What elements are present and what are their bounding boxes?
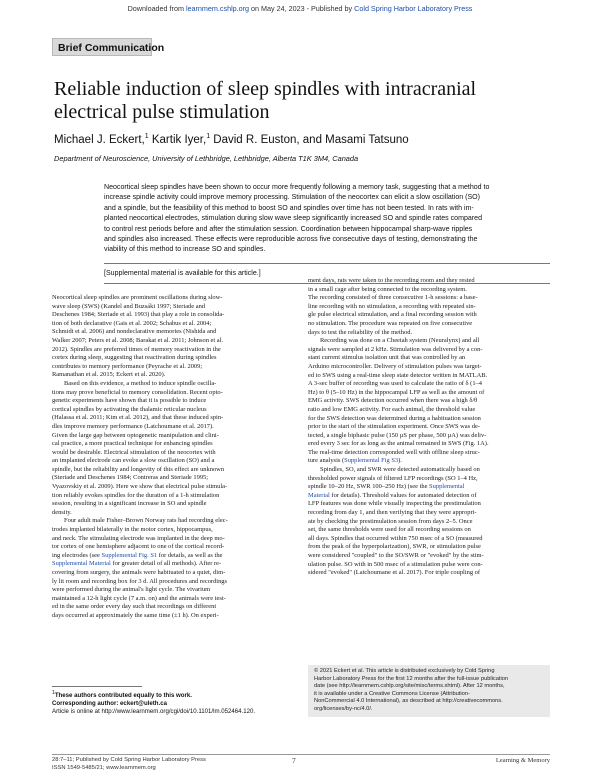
body-line: (Steriade and Deschenes 1984; Contreras and Steriade 1995; [52,474,209,482]
abstract-line: and spindles also increased. These effects were reproducible across five consecutive days of testing, demonstrating the [104,236,478,244]
body-line: ratio and low EMG activity. For each animal, the threshold value [308,405,476,413]
body-line: dles improve memory performance (Latchoumane et al. 2017). [52,422,214,430]
license-box [308,665,550,717]
author-name: Michael J. Eckert, [54,133,145,146]
corresponding-email[interactable]: eckert@uleth.ca [120,700,167,708]
body-line: were considered "coupled" to the SO/SWR or "evoked" by the stim- [308,552,484,559]
supplemental-link[interactable]: Supplemental [429,483,465,491]
abstract-rule-top [104,263,550,264]
body-line: ate by checking the prestimulation session from days 2–5. Once [308,517,473,525]
body-line: prior to the start of the stimulation experiment. Once SWS was de- [308,423,480,431]
body-line: wave sleep (SWS) (Kandel and Buzsáki 1997; Steriade and [52,302,206,310]
body-line: The real-time detection corresponded well with offline sleep struc- [308,448,480,456]
body-line: were performed during the animal's light cycle. The vivarium [52,586,211,594]
corresponding-author [52,700,292,708]
equal-contribution-note [52,689,292,700]
body-line: gle pulse electrical stimulation, and a final recording session with [308,311,477,319]
body-line: Material for details). Threshold values for automated detection of [308,491,477,499]
body-line: A 3-sec buffer of recording was used to calculate the ratio of δ (1–4 [308,380,482,388]
body-line: Neocortical sleep spindles are prominent oscillations during slow- [52,294,223,301]
title-line: electrical pulse stimulation [54,101,270,123]
license-line: org/licenses/by-nc/4.0/. [314,705,373,712]
body-line: Deschenes 1984; Steriade et al. 1993) that play a role in consolida- [52,311,225,319]
abstract-line: increase spindle activity could improve memory processing. Stimulation of the neocortex can elicit a slow oscillation (SO) [104,194,480,202]
author-name: Kartik Iyer, [151,133,207,146]
body-line: cortical spindles by activating the thalamic reticular nucleus [52,405,207,413]
body-line: tion reliably evokes spindles for the duration of a 1-h stimulation [52,491,220,499]
body-line: contributes to memory performance (Peyrache et al. 2009; [52,362,203,370]
body-line: ing electrodes (see Supplemental Fig. S1 for details, as well as the [52,551,223,559]
author-mark: 1 [206,133,211,140]
section-label: Brief Communication [58,42,165,54]
body-line: signals were sampled at 2 kHz. Stimulation was delivered by a con- [308,345,483,353]
body-line: would be desirable. Electrical stimulation of the neocortex with [52,448,216,456]
license-line: NonCommercial 4.0 International), as described at http://creativecommons. [314,698,503,705]
body-line: Spindles, SO, and SWR were detected automatically based on [320,466,480,474]
section-label-box [52,38,165,56]
body-line: density. [52,508,72,516]
abstract-line: to control rest periods before and after the stimulation session. Coordination between hippocampal sharp-wave ripples [104,225,473,233]
body-line: maintained a 12-h light cycle (7 a.m. on) and the animals were test- [52,594,226,602]
body-line: covering from surgery, the animals were habituated to a quiet, dim- [52,569,226,576]
body-line: from the peak of the hyperpolarization), SWR, or stimulation pulse [308,543,481,551]
body-line: Ramanathan et al. 2015; Eckert et al. 2020). [52,371,166,379]
body-line: ered every 3 sec for as long as the animal remained in SWS (Fig. 1A). [308,440,489,448]
body-line: Given the large gap between optogenetic manipulation and clini- [52,431,219,439]
body-line: an implanted electrode can evoke a slow oscillation (SO) and a [52,457,215,465]
title-line: Reliable induction of sleep spindles with intracranial [54,78,477,100]
footnotes [52,689,292,717]
author-name: David R. Euston, and Masami Tatsuno [213,133,409,146]
body-line: set, the same thresholds were used for all recording sessions on [308,526,471,534]
body-line: The recording consisted of three consecutive 1-h sessions: a base- [308,294,478,302]
body-line: ly lit room and recording box for 3 d. All procedures and recordings [52,577,228,585]
body-line: cal practice, a more practical technique for enhancing spindles [52,440,213,448]
body-line: Four adult male Fisher–Brown Norway rats had recording elec- [64,517,228,525]
body-line: (Halassa et al. 2011; Kim et al. 2012), and that these induced spin- [52,414,224,422]
body-line: line recording with no stimulation, a recording with repeated sin- [308,302,476,310]
page-number: 7 [292,756,296,765]
author-mark: 1 [144,133,149,140]
abstract-line: Neocortical sleep spindles have been shown to occur more frequently following a memory task, suggesting that a method to [104,184,490,191]
abstract-line: planted neocortical electrodes, stimulation during slow wave sleep significantly increased SO and spindle rates compared [104,215,482,223]
supplemental-link[interactable]: Supplemental Fig S3 [344,457,399,465]
body-line: tor cortex of one hemisphere adjacent to one of the cortical record- [52,543,225,551]
body-line: spindle, but the reliability and longevity of this effect are unknown [52,465,225,473]
body-line: spindle 10–20 Hz, SWR 100–250 Hz) (see the Supplemental [308,483,465,491]
site-link[interactable]: learnmem.cshlp.org [185,4,250,13]
body-line: for the SWS detection was determined during a habituation session [308,414,481,422]
body-line: tected, a single biphasic pulse (150 µS per phase, 500 µA) was deliv- [308,431,487,439]
license-line: date (see http://learnmem.cshlp.org/site/misc/terms.xhtml). After 12 months, [314,683,505,690]
body-line: all days. Spindles that occurred within 750 msec of a SO (measured [308,534,483,542]
supplemental-link[interactable]: Supplemental Fig. S1 [101,551,158,559]
body-line: ulation pulse. SO with in 500 msec of a stimulation pulse were con- [308,560,483,568]
download-prefix: Downloaded from [127,4,186,13]
body-line: Walker 2007; Peters et al. 2008; Barakat et al. 2011; Johnson et al. [52,336,224,344]
article-title [54,78,554,124]
body-line: Schmidt et al. 2006) and nondeclarative memories (Nishida and [52,328,217,336]
body-line: LFP features was done while visually inspecting the prestimulation [308,500,481,508]
footnote-rule [52,686,142,687]
body-line: Arduino microcontroller. Delivery of stimulation pulses was target- [308,362,482,370]
corresponding-label: Corresponding author: [52,700,121,708]
download-header [0,4,600,13]
license-line: Harbor Laboratory Press for the first 12 months after the full-issue publication [314,675,509,682]
body-line: ment days, rats were taken to the recording room and they rested [308,277,475,284]
body-line: tion of both declarative (Gais et al. 2002; Schabus et al. 2004; [52,319,212,327]
body-line: no stimulation. The procedure was repeated on five consecutive [308,319,473,327]
abstract [104,183,550,256]
body-line: days occurred at approximately the same time (±1 h). On experi- [52,611,219,619]
body-line: thresholded power signals of filtered LFP recordings (SO 1–4 Hz, [308,474,478,482]
body-line: ed in the same order every day such that recordings on different [52,603,217,611]
left-column [52,294,292,621]
body-line: cortex during sleep, suggesting that reactivation during spindles [52,354,217,362]
right-column [308,277,548,578]
supplemental-link[interactable]: Supplemental Material [52,560,111,568]
body-line: stant current stimulus isolation unit that was controlled by an [308,354,466,362]
page-footer [52,757,550,775]
body-line: sidered "evoked" (Latchoumane et al. 2017). For triple coupling of [308,569,481,577]
body-line: session, resulting in a significant increase in SO and spindle [52,500,207,508]
publisher-link[interactable]: Cold Spring Harbor Laboratory Press [354,4,473,13]
body-line: in a small cage after being connected to the recording system. [308,285,467,293]
body-line: days to test the reliability of the method. [308,328,413,336]
body-line: Recording was done on a Cheetah system (Neuralynx) and all [320,337,480,345]
body-line: genetic experiments have shown that it is possible to induce [52,397,207,405]
body-line: Hz) to θ (5–10 Hz) in the hippocampal LFP as well as the amount of [308,388,485,396]
body-line: trodes implanted bilaterally in the motor cortex, hippocampus, [52,526,213,534]
supplemental-note: [Supplemental material is available for this article.] [104,270,261,277]
affiliation: Department of Neuroscience, University of Lethbridge, Lethbridge, Alberta T1K 3M4, Canada [54,154,359,163]
body-line: 2012). Spindles are preferred times of memory reactivation in the [52,345,221,353]
body-line: ture analysis (Supplemental Fig S3). [308,457,402,465]
footer-issn-line: ISSN 1549-5485/21; www.learnmem.org [52,764,156,771]
body-line: Vyazovskiy et al. 2009). Here we show that electrical pulse stimula- [52,483,228,491]
author-list [54,133,554,146]
body-line: ed to SWS using a real-time sleep state detector written in MATLAB. [308,371,488,379]
abstract-line: viability of this method to increase SO and spindles. [104,246,266,254]
article-online-note: Article is online at http://www.learnmem.org/cgi/doi/10.1101/lm.052464.120. [52,708,256,716]
body-line: Supplemental Material for greater detail of all methods). After re- [52,560,222,568]
footer-rule [52,754,550,755]
body-line: and neck. The stimulating electrode was implanted in the deep mo- [52,534,225,542]
footer-publisher-line: 28:7–11; Published by Cold Spring Harbor Laboratory Press [52,757,206,763]
body-line: Based on this evidence, a method to induce spindle oscilla- [64,379,217,387]
body-line: tions may prove beneficial to memory consolidation. Recent opto- [52,388,223,396]
journal-name: Learning & Memory [495,757,550,764]
supplemental-link[interactable]: Material [308,491,330,499]
footnote-mark: 1 [52,690,55,696]
body-line: recording from day 1, and then verifying that they were appropri- [308,509,477,517]
equal-contribution-text: These authors contributed equally to this work. [54,692,192,700]
abstract-line: and a spindle, but the feasibility of this method to boost SO and spindles over time has not been tested. In rats with im- [104,204,474,212]
license-line: it is available under a Creative Commons License (Attribution- [314,690,470,697]
body-line: EMG activity. SWS detection occurred when there was a high δ/θ [308,397,478,405]
download-middle: on May 24, 2023 - Published by [249,4,355,13]
license-line: © 2021 Eckert et al. This article is distributed exclusively by Cold Spring [314,668,495,674]
